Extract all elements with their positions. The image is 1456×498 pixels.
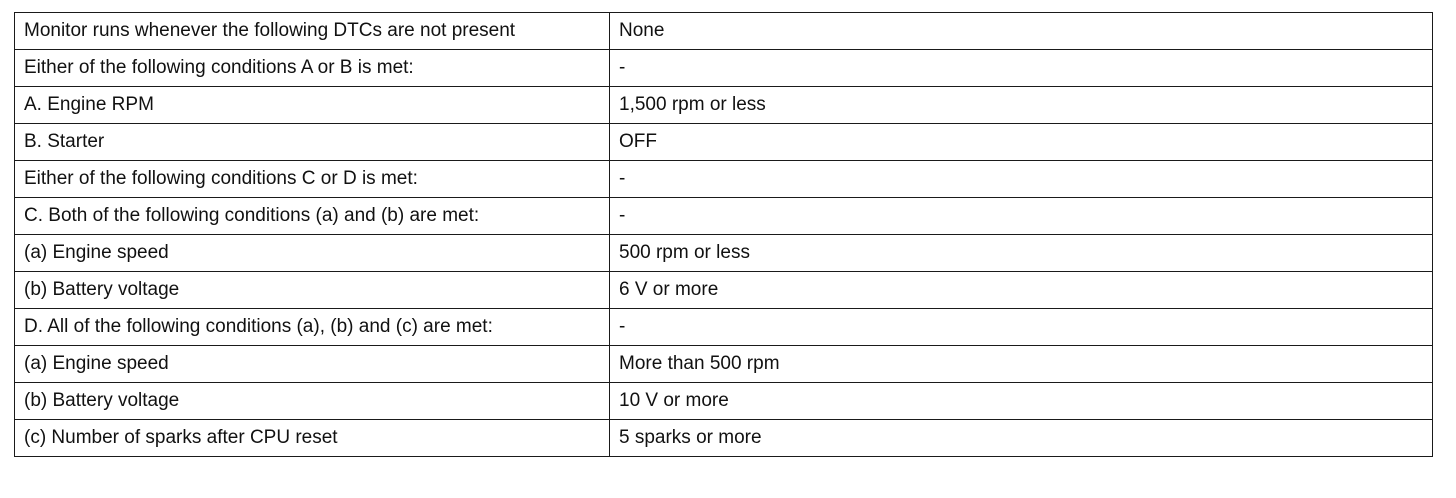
condition-cell: (b) Battery voltage (15, 383, 610, 420)
value-cell: None (610, 13, 1433, 50)
table-row (15, 161, 1433, 198)
table-row (15, 13, 1433, 50)
condition-cell: C. Both of the following conditions (a) and (b) are met: (15, 198, 610, 235)
condition-cell: (c) Number of sparks after CPU reset (15, 420, 610, 457)
conditions-table-body (15, 13, 1433, 457)
condition-cell: A. Engine RPM (15, 87, 610, 124)
table-row (15, 198, 1433, 235)
condition-cell: (a) Engine speed (15, 346, 610, 383)
condition-cell: D. All of the following conditions (a), (b) and (c) are met: (15, 309, 610, 346)
value-cell: - (610, 198, 1433, 235)
value-cell: - (610, 161, 1433, 198)
table-row (15, 346, 1433, 383)
value-cell: 10 V or more (610, 383, 1433, 420)
condition-cell: Either of the following conditions C or D is met: (15, 161, 610, 198)
condition-cell: B. Starter (15, 124, 610, 161)
value-cell: 500 rpm or less (610, 235, 1433, 272)
value-cell: 5 sparks or more (610, 420, 1433, 457)
table-row (15, 50, 1433, 87)
value-cell: OFF (610, 124, 1433, 161)
value-cell: - (610, 50, 1433, 87)
condition-cell: (b) Battery voltage (15, 272, 610, 309)
table-row (15, 235, 1433, 272)
condition-cell: Either of the following conditions A or B is met: (15, 50, 610, 87)
table-row (15, 124, 1433, 161)
value-cell: 1,500 rpm or less (610, 87, 1433, 124)
value-cell: More than 500 rpm (610, 346, 1433, 383)
table-row (15, 272, 1433, 309)
value-cell: - (610, 309, 1433, 346)
conditions-table (14, 12, 1433, 457)
condition-cell: (a) Engine speed (15, 235, 610, 272)
table-row (15, 309, 1433, 346)
value-cell: 6 V or more (610, 272, 1433, 309)
condition-cell: Monitor runs whenever the following DTCs are not present (15, 13, 610, 50)
table-row (15, 383, 1433, 420)
table-row (15, 87, 1433, 124)
table-row (15, 420, 1433, 457)
